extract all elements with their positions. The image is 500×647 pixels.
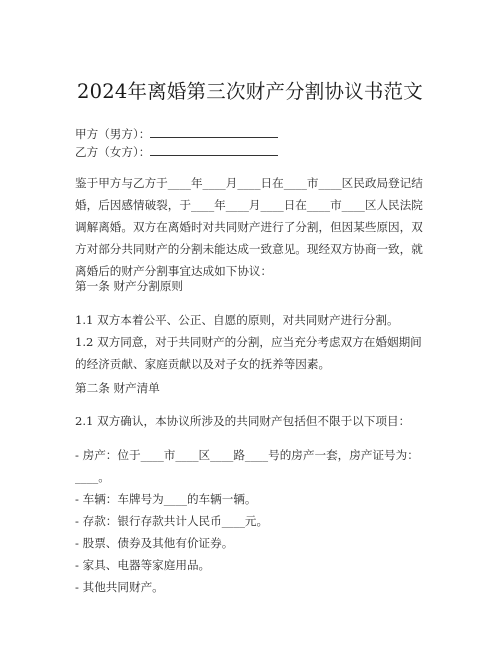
party-b-blank [150,143,278,156]
article-1-body [75,309,427,375]
clause-line: 1.1 双方本着公平、公正、自愿的原则，对共同财产进行分割。 [75,313,399,327]
party-a-blank [150,125,278,138]
list-item: - 房产：位于____市____区____路____号的房产一套，房产证号为： [75,448,419,462]
party-b-line [75,143,278,160]
preamble-paragraph [75,172,427,282]
preamble-line: 离婚后的财产分割事宜达成如下协议： [75,264,273,278]
list-item: - 家具、电器等家庭用品。 [75,558,211,572]
preamble-line: 调解离婚。双方在离婚时对共同财产进行了分割，但因某些原因，双 [75,220,423,234]
list-item: ____。 [75,470,110,484]
party-a-label: 甲方（男方）： [75,127,151,141]
list-item: - 其他共同财产。 [75,580,164,594]
article-2-heading: 第二条 财产清单 [75,381,160,395]
clause-line: 的经济贡献、家庭贡献以及对子女的抚养等因素。 [75,357,331,371]
preamble-line: 鉴于甲方与乙方于____年____月____日在____市____区民政局登记结 [75,176,423,190]
article-1-heading: 第一条 财产分割原则 [75,279,184,293]
list-item: - 股票、债券及其他有价证券。 [75,536,234,550]
party-a-line [75,125,278,142]
article-2-intro: 2.1 双方确认，本协议所涉及的共同财产包括但不限于以下项目： [75,414,411,428]
preamble-line: 婚，后因感情破裂，于____年____月____日在____市____区人民法院 [75,198,423,212]
party-b-label: 乙方（女方）： [75,145,151,159]
property-list [75,444,427,598]
document-title: 2024年离婚第三次财产分割协议书范文 [77,80,423,103]
clause-line: 1.2 双方同意，对于共同财产的分割，应当充分考虑双方在婚姻期间 [75,335,422,349]
preamble-line: 方对部分共同财产的分割未能达成一致意见。现经双方协商一致，就 [75,242,423,256]
list-item: - 存款：银行存款共计人民币____元。 [75,514,269,528]
list-item: - 车辆：车牌号为____的车辆一辆。 [75,492,257,506]
